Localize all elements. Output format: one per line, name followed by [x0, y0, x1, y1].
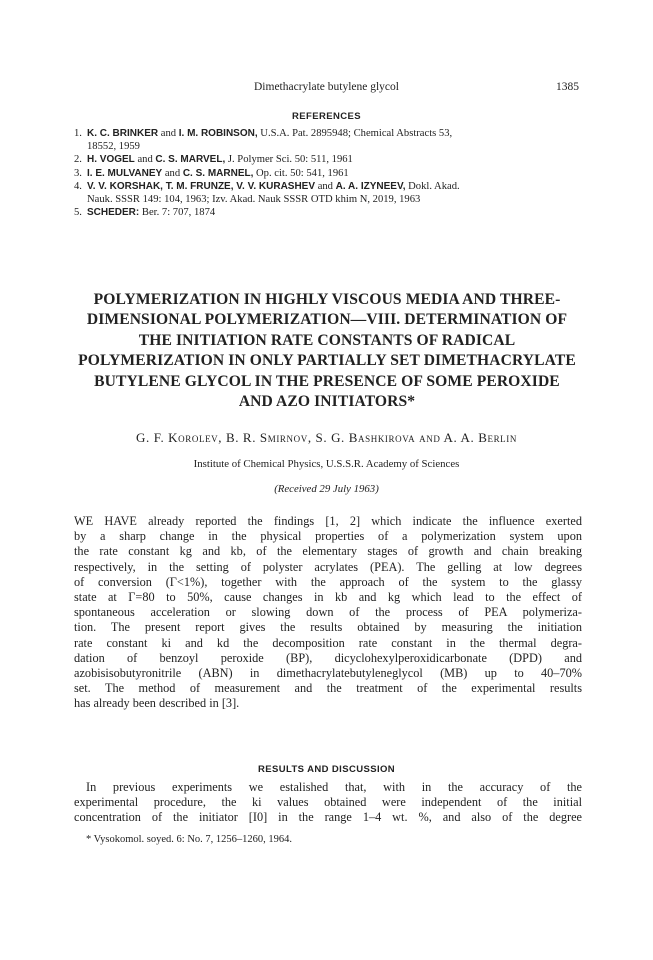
title-line: BUTYLENE GLYCOL IN THE PRESENCE OF SOME PEROXIDE — [94, 372, 560, 390]
title-line: POLYMERIZATION IN ONLY PARTIALLY SET DIMETHACRYLATE — [78, 352, 576, 370]
reference-item — [74, 153, 582, 166]
paragraph-line: respectively, in the setting of polyster acrylates (PEA). The gelling at low degrees — [74, 559, 582, 574]
reference-number: 3. — [74, 167, 82, 179]
paragraph-line: tion. The present report gives the results obtained by measuring the initiation — [74, 620, 582, 635]
reference-text: U.S.A. Pat. 2895948; Chemical Abstracts 53, — [260, 128, 453, 139]
reference-and: and — [317, 180, 333, 192]
article-title — [70, 290, 584, 412]
introduction-paragraph — [74, 514, 582, 712]
paragraph-line: azobisisobutyronitrile (ABN) in dimethacrylatebutyleneglycol (MB) up to 40–70% — [74, 666, 582, 681]
reference-number: 1. — [74, 128, 82, 139]
reference-text: Op. cit. 50: 541, 1961 — [256, 167, 349, 179]
paragraph-line: dation of benzoyl peroxide (BP), dicyclohexylperoxidicarbonate (DPD) and — [74, 650, 582, 665]
paragraph-line: by a sharp change in the physical properties of a polymerization system upon — [74, 529, 582, 544]
reference-authors: A. A. IZYNEEV, — [335, 180, 406, 192]
paragraph-line: rate constant ki and kd the decomposition rate constant in the thermal degra- — [74, 635, 582, 650]
paragraph-line: of conversion (Γ<1%), together with the approach of the system to the glassy — [74, 574, 582, 589]
running-title: Dimethacrylate butylene glycol — [254, 81, 399, 93]
reference-number: 2. — [74, 154, 82, 166]
reference-and: and — [160, 128, 177, 139]
reference-item — [74, 127, 582, 153]
title-line: DIMENSIONAL POLYMERIZATION—VIII. DETERMINATION OF — [86, 311, 568, 329]
references-heading: REFERENCES — [292, 111, 361, 122]
reference-item — [74, 180, 582, 206]
title-line: THE INITIATION RATE CONSTANTS OF RADICAL — [138, 331, 516, 349]
paragraph-line: state at Γ=80 to 50%, cause changes in kb and kg which lead to the effect of — [74, 590, 582, 605]
reference-item — [74, 206, 582, 219]
paragraph-line: In previous experiments we estalished that, with in the accuracy of the — [86, 780, 582, 794]
reference-text: J. Polymer Sci. 50: 511, 1961 — [227, 154, 353, 166]
reference-and: and — [137, 154, 153, 166]
reference-item — [74, 167, 582, 180]
paragraph-line: spontaneous acceleration or slowing down of the process of PEA polymeriza- — [74, 605, 582, 620]
reference-authors: H. VOGEL — [87, 154, 135, 166]
reference-authors: V. V. KORSHAK, T. M. FRUNZE, V. V. KURASHEV — [87, 180, 316, 192]
running-header — [74, 81, 579, 97]
paragraph-line: the rate constant kg and kb, of the elementary stages of growth and chain breaking — [74, 544, 582, 559]
reference-list — [74, 127, 582, 219]
footnote: * Vysokomol. soyed. 6: No. 7, 1256–1260, 1964. — [86, 834, 293, 845]
reference-authors: C. S. MARVEL, — [155, 154, 226, 166]
reference-text: Dokl. Akad. — [408, 180, 460, 192]
received-date: (Received 29 July 1963) — [274, 483, 379, 495]
reference-authors: K. C. BRINKER — [87, 128, 159, 139]
reference-text: Ber. 7: 707, 1874 — [141, 207, 216, 219]
results-heading: RESULTS AND DISCUSSION — [257, 764, 396, 775]
page-number: 1385 — [556, 81, 579, 93]
reference-authors: I. M. ROBINSON, — [178, 128, 258, 139]
reference-authors: I. E. MULVANEY — [87, 167, 163, 179]
reference-authors: SCHEDER: — [87, 207, 140, 219]
article-authors: G. F. Korolev, B. R. Smirnov, S. G. Bashkirova and A. A. Berlin — [136, 430, 517, 445]
paragraph-line: experimental procedure, the ki values obtained were independent of the initial — [74, 795, 582, 810]
reference-number: 4. — [74, 180, 82, 192]
reference-text: Nauk. SSSR 149: 104, 1963; Izv. Akad. Nauk SSSR OTD khim N, 2019, 1963 — [87, 194, 421, 206]
paragraph-line: has already been described in [3]. — [74, 696, 240, 711]
reference-authors: C. S. MARNEL, — [182, 167, 254, 179]
results-paragraph — [74, 780, 582, 826]
reference-text: 18552, 1959 — [87, 141, 140, 153]
reference-number: 5. — [74, 207, 82, 219]
paragraph-line: WE HAVE already reported the findings [1, 2] which indicate the influence exerted — [74, 514, 582, 528]
paragraph-line: set. The method of measurement and the treatment of the experimental results — [74, 681, 582, 696]
title-line: AND AZO INITIATORS* — [238, 393, 416, 411]
author-institution: Institute of Chemical Physics, U.S.S.R. Academy of Sciences — [193, 458, 460, 470]
title-line: POLYMERIZATION IN HIGHLY VISCOUS MEDIA AND THREE- — [93, 291, 561, 308]
paragraph-line: concentration of the initiator [I0] in the range 1–4 wt. %, and also of the degree — [74, 810, 582, 825]
reference-and: and — [164, 167, 181, 179]
